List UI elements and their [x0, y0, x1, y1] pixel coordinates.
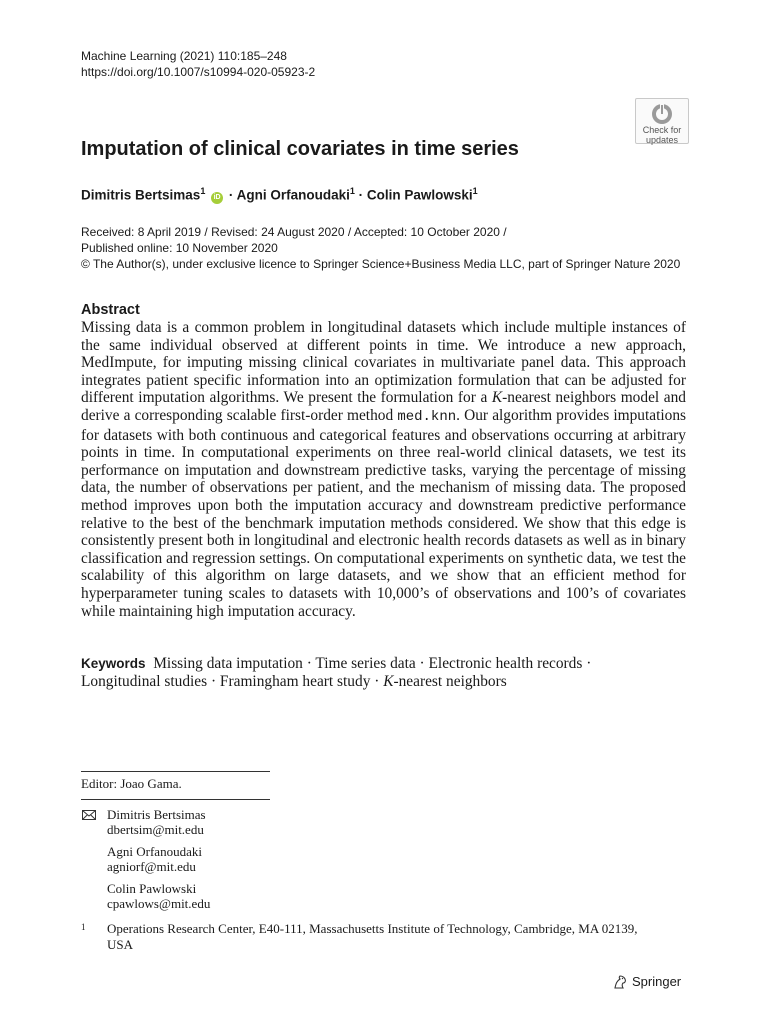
author-name[interactable]: Agni Orfanoudaki [236, 187, 350, 203]
contact-email[interactable]: agniorf@mit.edu [107, 859, 196, 874]
keywords-line: Longitudinal studies · Framingham heart study · [81, 673, 384, 690]
contact-list [81, 807, 210, 918]
contact-entry [81, 881, 210, 911]
footnote-divider [81, 771, 270, 772]
keywords-k-symbol: K [383, 673, 394, 690]
author-affiliation-mark: 1 [349, 186, 355, 196]
springer-horse-icon [612, 974, 628, 990]
orcid-icon[interactable]: iD [211, 192, 223, 204]
journal-header [81, 48, 315, 80]
author-separator: · [354, 187, 367, 203]
mail-icon [82, 810, 96, 820]
contact-name: Colin Pawlowski [107, 881, 197, 896]
contact-email[interactable]: cpawlows@mit.edu [107, 896, 211, 911]
author-affiliation-mark: 1 [472, 186, 478, 196]
contact-email[interactable]: dbertsim@mit.edu [107, 822, 204, 837]
author-affiliation-mark: 1 [200, 186, 206, 196]
author-separator: · [225, 187, 237, 203]
check-for-updates-icon [651, 103, 673, 125]
journal-citation: Machine Learning (2021) 110:185–248 [81, 49, 287, 63]
author-name[interactable]: Dimitris Bertsimas [81, 187, 201, 203]
abstract-text: Missing data is a common problem in longitudinal datasets which include multiple instances of the same individual observed at different points in time. We introduce a new approach, MedImpute, for imputing missing clinical covariates in multivariate panel data. This approach integrates patient specific information into an optimization formulation that can be adjusted for different imputation algorithms. We present the formulation for a [81, 319, 686, 407]
editor-note: Editor: Joao Gama. [81, 776, 182, 791]
doi-link[interactable]: https://doi.org/10.1007/s10994-020-05923-2 [81, 65, 316, 79]
affiliation-footnote [81, 921, 647, 953]
abstract-heading: Abstract [81, 302, 140, 318]
copyright-notice: © The Author(s), under exclusive licence to Springer Science+Business Media LLC, part of Springer Nature 2020 [81, 257, 681, 271]
contact-name: Dimitris Bertsimas [107, 807, 206, 822]
abstract-body [81, 319, 686, 620]
contact-entry [81, 844, 210, 874]
badge-line-2: updates [645, 135, 679, 145]
contact-entry [81, 807, 210, 837]
contact-name: Agni Orfanoudaki [107, 844, 202, 859]
author-name[interactable]: Colin Pawlowski [366, 187, 473, 203]
footnote-divider [81, 799, 270, 800]
abstract-code: med.knn [397, 408, 457, 425]
springer-logo [612, 974, 681, 990]
publisher-name: Springer [632, 974, 682, 989]
publication-dates [81, 224, 680, 272]
author-list [81, 186, 478, 204]
badge-line-1: Check for [642, 125, 682, 135]
keywords-section [81, 655, 686, 691]
dates-received: Received: 8 April 2019 / Revised: 24 August 2020 / Accepted: 10 October 2020 / [81, 225, 507, 239]
abstract-k-symbol: K [491, 389, 503, 407]
affiliation-text: Operations Research Center, E40-111, Massachusetts Institute of Technology, Cambridge, MA 02139, USA [107, 921, 638, 952]
check-for-updates-badge[interactable] [635, 98, 689, 144]
abstract-text: . Our algorithm provides imputations for datasets with both continuous and categorical features and observations occurring at arbitrary points in time. In computational experiments on three real-world clinical datasets, we test its performance on imputation and downstream predictive tasks, varying the percentage of missing data, the number of observations per patient, and the mechanism of missing data. The proposed method improves upon both the imputation accuracy and downstream predictive performance relative to the best of the benchmark imputation methods considered. We show that this edge is consistently present both in longitudinal and electronic health records datasets as well as in binary classification and regression settings. On computational experiments on synthetic data, we test the scalability of this algorithm on large datasets, and we show that an efficient method for hyperparameter tuning scales to datasets with 10,000’s of observations and 100’s of covariates while maintaining high imputation accuracy. [81, 406, 687, 620]
affiliation-number: 1 [81, 922, 86, 932]
abstract-text: -nearest neighbors model and derive a corresponding scalable first-order method [81, 389, 686, 424]
paper-title: Imputation of clinical covariates in time series [81, 138, 519, 160]
keywords-label: Keywords [81, 656, 146, 671]
dates-published: Published online: 10 November 2020 [81, 241, 278, 255]
keywords-line: Missing data imputation · Time series data · Electronic health records · [153, 655, 592, 672]
keywords-line: -nearest neighbors [393, 673, 507, 690]
